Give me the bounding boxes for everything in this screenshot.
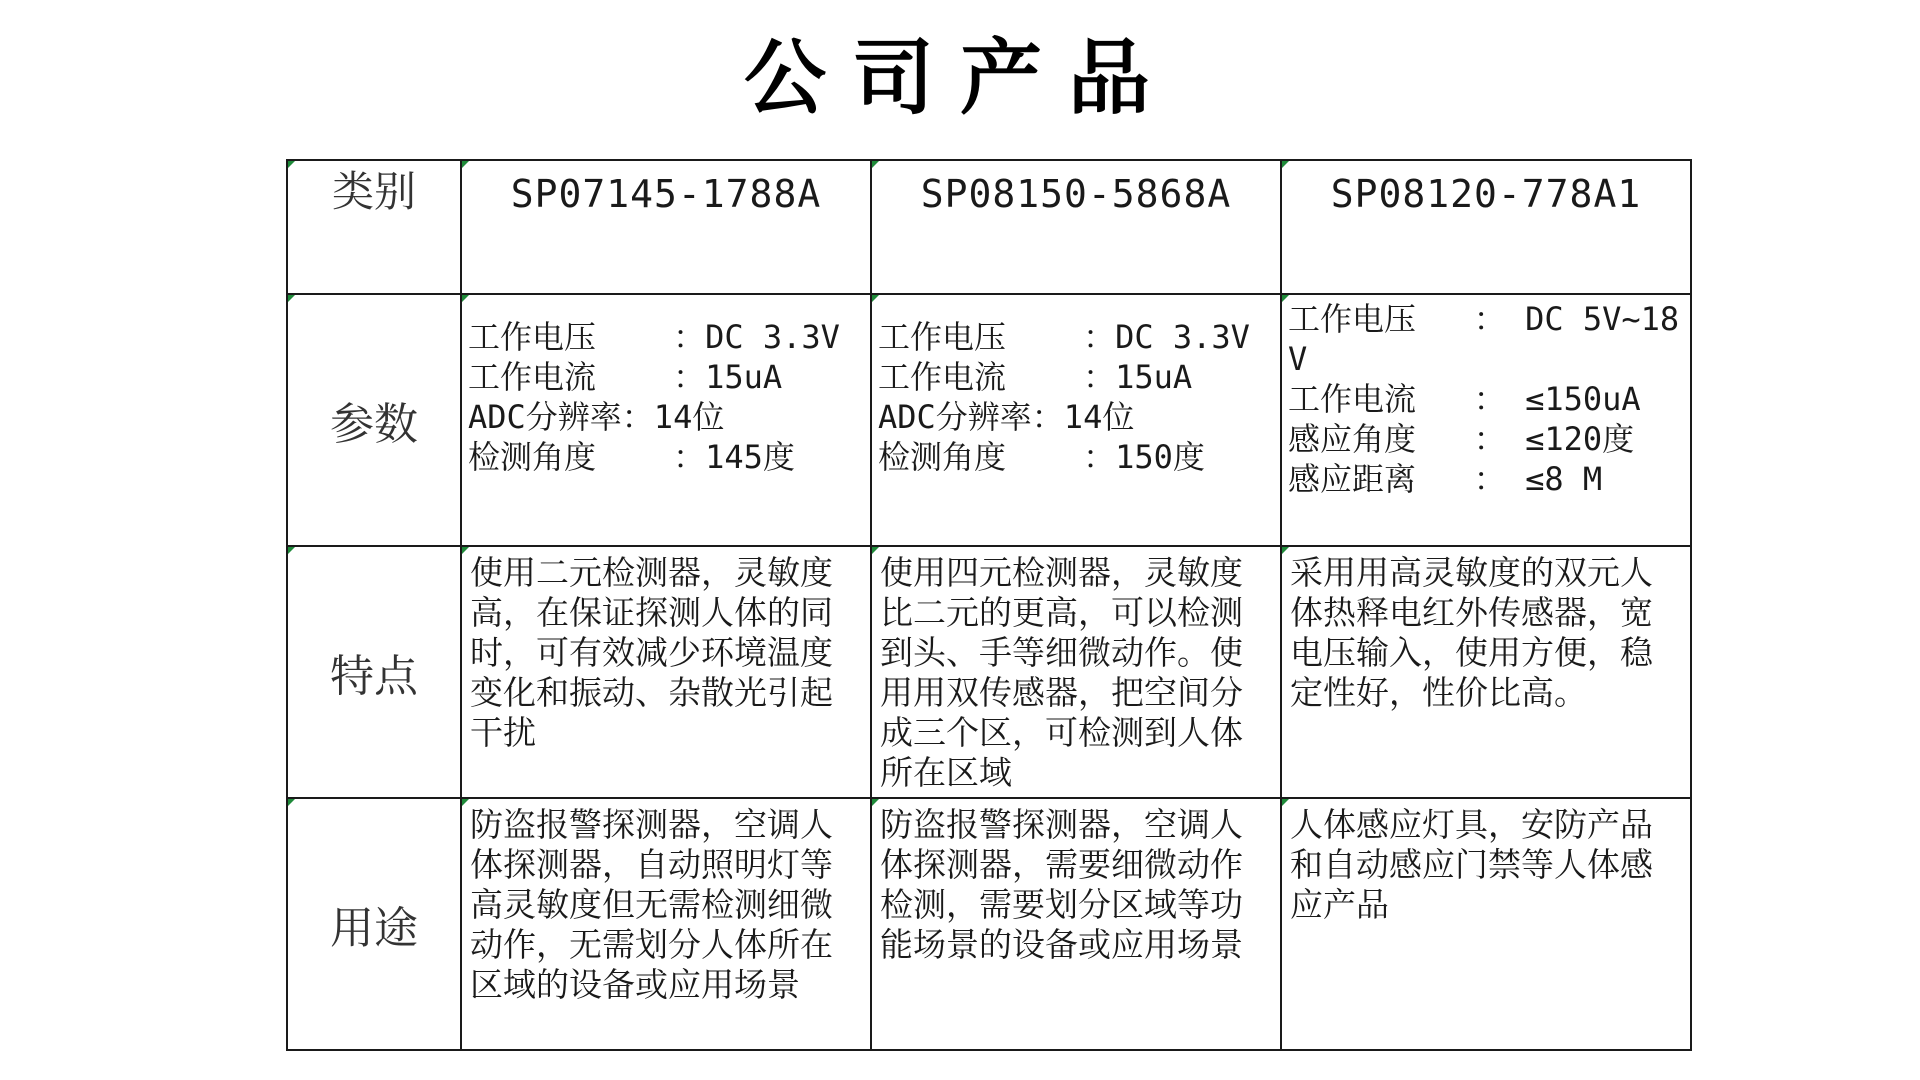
row-label-cell [287, 798, 461, 1050]
product-model-1: SP07145-1788A [510, 172, 822, 216]
features-cell [1281, 546, 1691, 798]
params-cell [1281, 294, 1691, 546]
param-line: 感应距离 ： ≤8 M [1288, 460, 1603, 498]
usage-text: 防盗报警探测器，空调人体探测器，自动照明灯等高灵敏度但无需检测细微动作，无需划分人体所在区域的设备或应用场景 [470, 805, 833, 1004]
param-line: 工作电压 ： DC 5V~18V [1288, 300, 1680, 378]
features-label: 特点 [330, 651, 418, 702]
usage-text: 人体感应灯具，安防产品和自动感应门禁等人体感应产品 [1290, 805, 1653, 924]
table-row [287, 294, 1691, 546]
param-line: 工作电流 ：15uA [468, 358, 783, 396]
product-header-cell [871, 160, 1281, 294]
header-label-cell [287, 160, 461, 294]
param-line: 工作电流 ： ≤150uA [1288, 380, 1641, 418]
param-line: ADC分辨率：14位 [468, 398, 725, 436]
usage-cell [1281, 798, 1691, 1050]
page-title: 公司产品 [743, 30, 1176, 126]
usage-cell [461, 798, 871, 1050]
row-label-cell [287, 546, 461, 798]
usage-cell [871, 798, 1281, 1050]
features-cell [461, 546, 871, 798]
product-header-cell [461, 160, 871, 294]
param-line: 工作电压 ：DC 3.3V [468, 318, 840, 356]
feature-text: 使用二元检测器，灵敏度高，在保证探测人体的同时，可有效减少环境温度变化和振动、杂散光引起干扰 [470, 553, 833, 752]
param-line: 检测角度 ：145度 [468, 438, 795, 476]
table-row [287, 546, 1691, 798]
table-row [287, 798, 1691, 1050]
product-header-cell [1281, 160, 1691, 294]
usage-label: 用途 [330, 903, 418, 954]
usage-text: 防盗报警探测器，空调人体探测器，需要细微动作检测，需要划分区域等功能场景的设备或应用场景 [880, 805, 1243, 964]
row-label-cell [287, 294, 461, 546]
features-cell [871, 546, 1281, 798]
param-line: 工作电压 ：DC 3.3V [878, 318, 1250, 356]
category-label: 类别 [331, 167, 416, 216]
params-cell [461, 294, 871, 546]
feature-text: 使用四元检测器，灵敏度比二元的更高，可以检测到头、手等细微动作。使用用双传感器，把空间分成三个区，可检测到人体所在区域 [880, 553, 1243, 792]
param-line: 感应角度 ： ≤120度 [1288, 420, 1635, 458]
product-table [286, 159, 1692, 1051]
product-model-2: SP08150-5868A [920, 172, 1232, 216]
param-line: 检测角度 ：150度 [878, 438, 1205, 476]
feature-text: 采用用高灵敏度的双元人体热释电红外传感器，宽电压输入，使用方便，稳定性好，性价比高。 [1290, 553, 1653, 712]
param-line: ADC分辨率：14位 [878, 398, 1135, 436]
params-label: 参数 [330, 399, 418, 450]
params-cell [871, 294, 1281, 546]
table-row [287, 160, 1691, 294]
param-line: 工作电流 ：15uA [878, 358, 1193, 396]
product-model-3: SP08120-778A1 [1330, 172, 1642, 216]
